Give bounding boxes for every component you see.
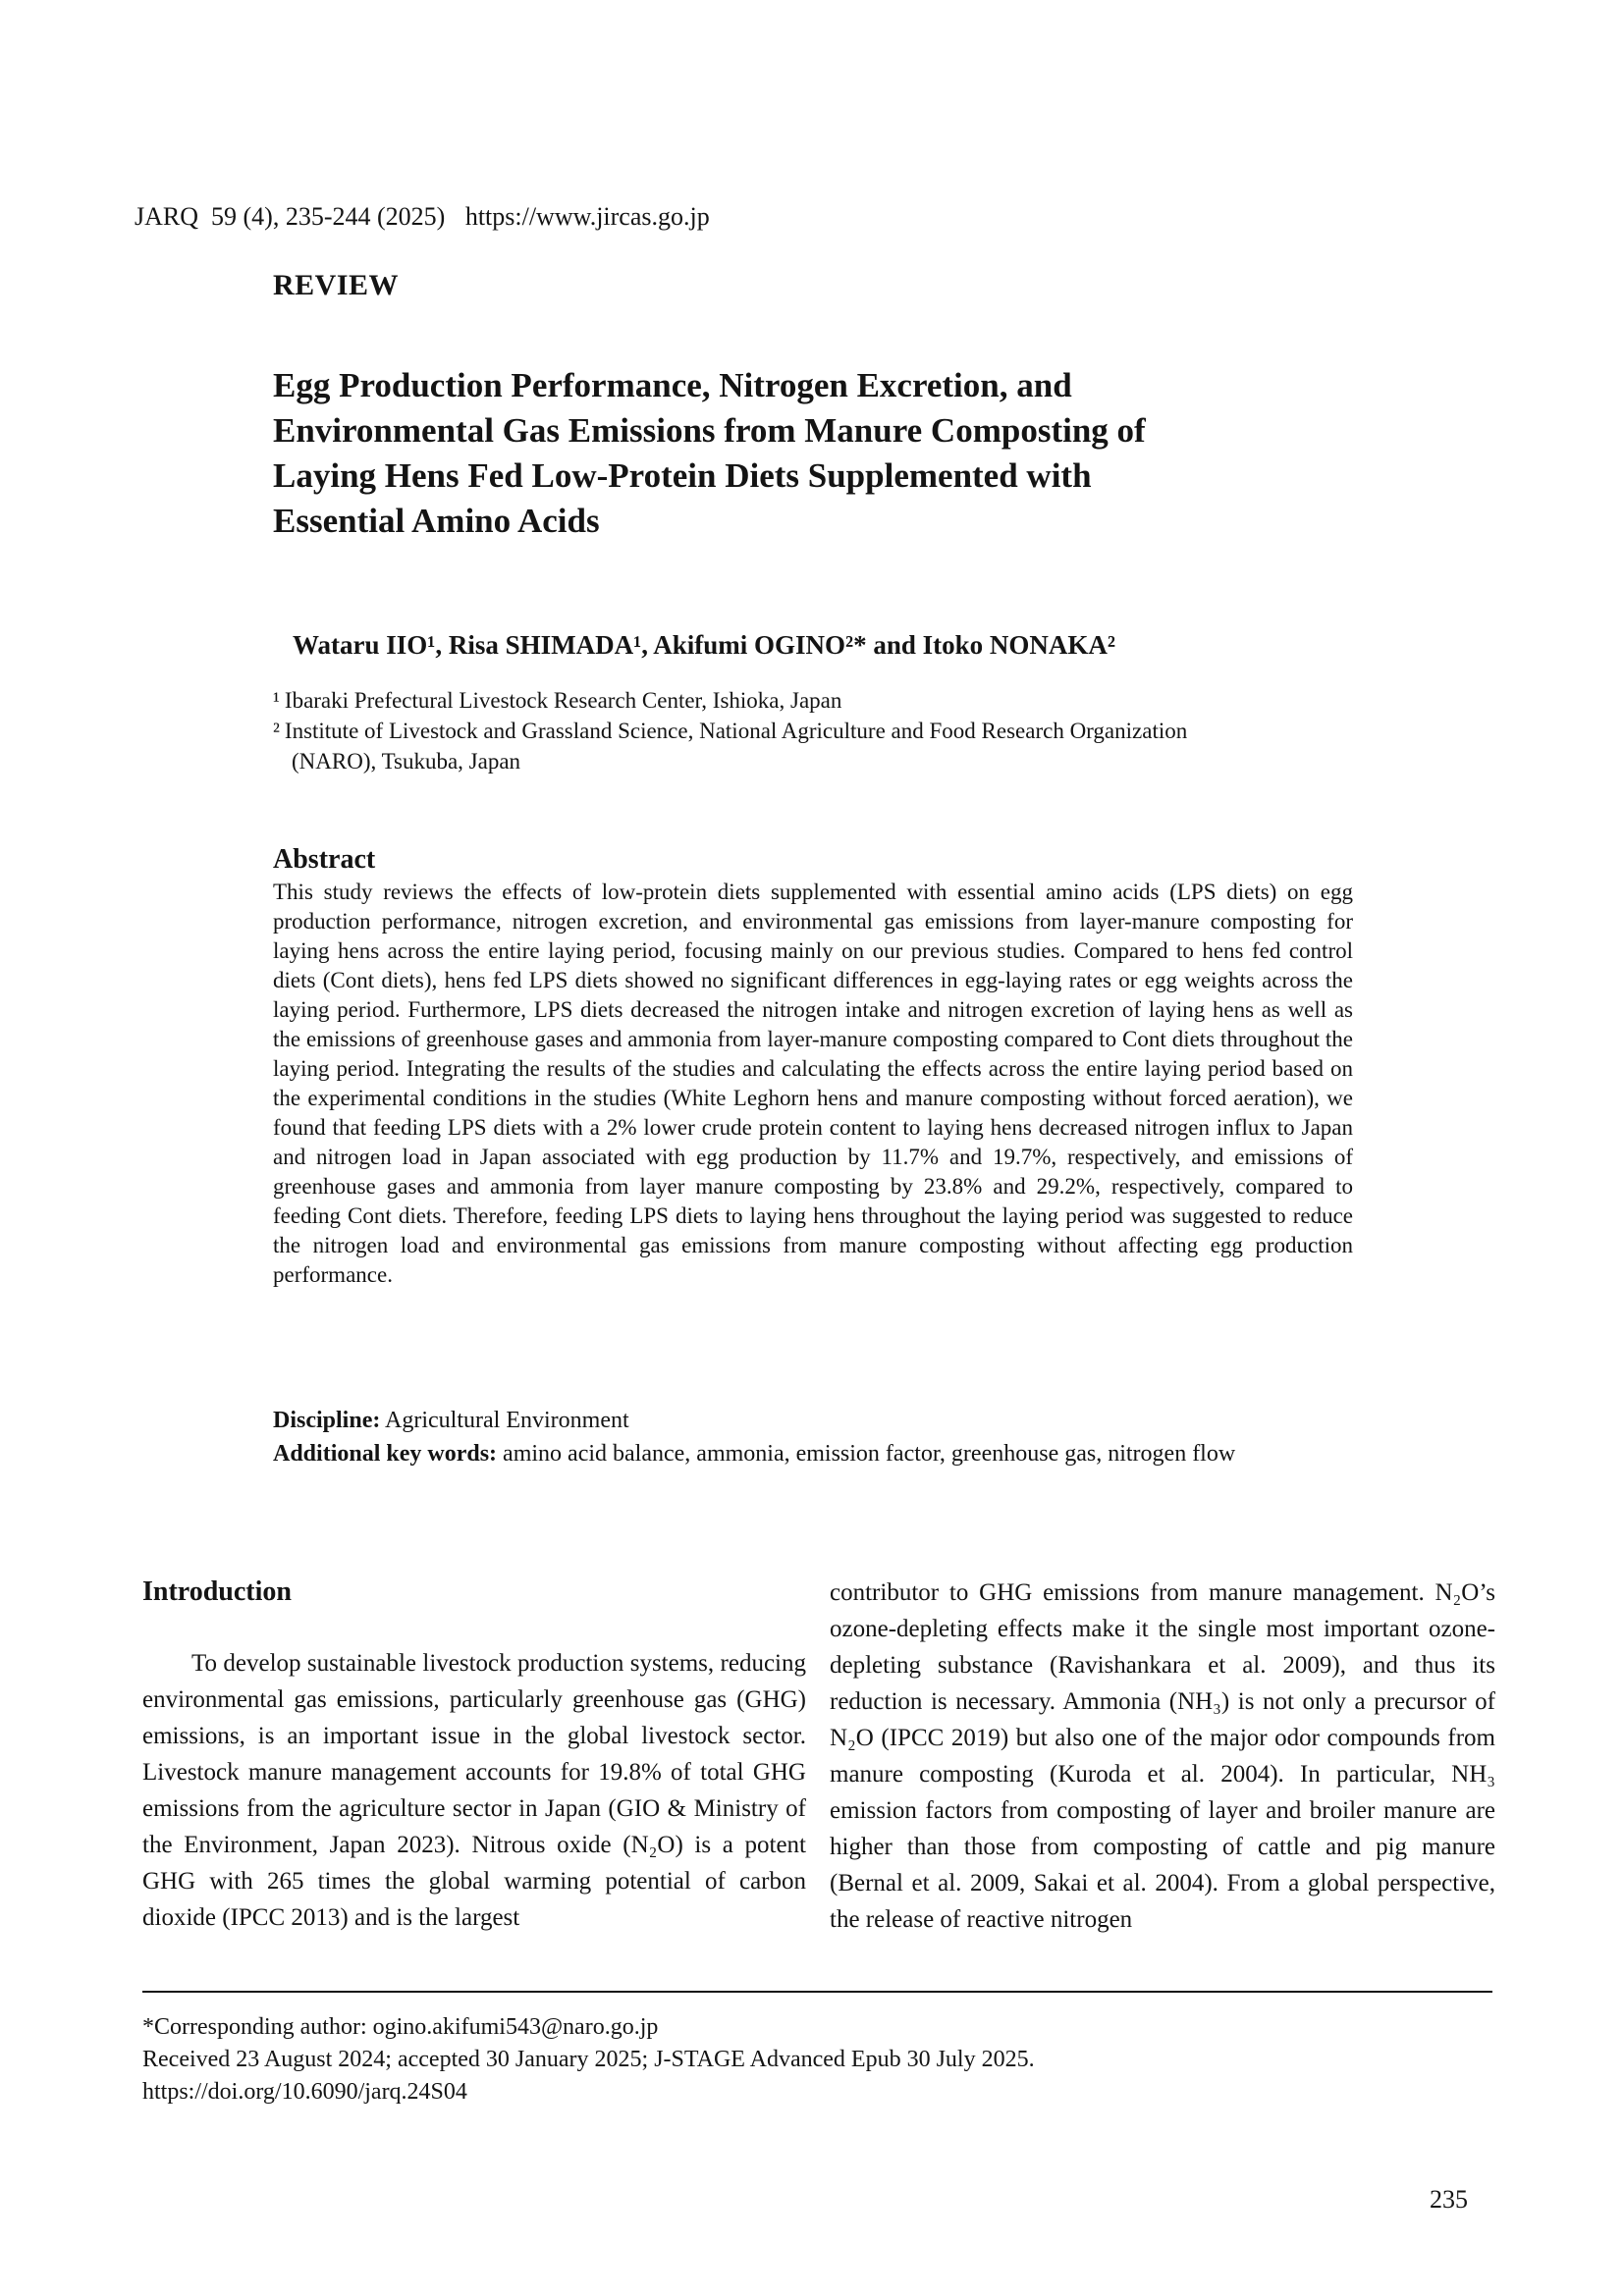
journal-reference: JARQ 59 (4), 235-244 (2025) [135,202,446,231]
introduction-paragraph-left-column: To develop sustainable livestock production systems, reducing environmental gas emissions, particularly greenhouse gas (GHG) emissions, is an important issue in the global livestock sector. Livestock manure management accounts for 19.8% of total GHG emissions from the agriculture sector in Japan (GIO & Ministry of the Environment, Japan 2023). Nitrous oxide (N₂O) is a potent GHG with 265 times the global warming potential of carbon dioxide (IPCC 2013) and is the largest [142,1650,806,1931]
discipline-label: Discipline: [273,1408,381,1433]
journal-url: https://www.jircas.go.jp [464,202,710,231]
title-line-1: Egg Production Performance, Nitrogen Excretion, and [273,366,1072,404]
abstract-heading: Abstract [273,844,376,875]
article-title [273,363,1368,544]
affiliation-1-marker: ¹ [273,688,280,713]
keywords-line [273,1439,1355,1469]
doi-line: https://doi.org/10.6090/jarq.24S04 [142,2079,467,2105]
affiliation-1 [273,685,1363,716]
title-line-3: Laying Hens Fed Low-Protein Diets Supplemented with [273,456,1092,495]
discipline-line [273,1408,1355,1434]
corresponding-author-line: *Corresponding author: ogino.akifumi543@naro.go.jp [142,2014,659,2040]
footnote-divider [142,1991,1492,1993]
affiliation-2-text: Institute of Livestock and Grassland Science, National Agriculture and Food Research Organization [284,719,1188,743]
affiliation-2-continuation: (NARO), Tsukuba, Japan [292,749,521,774]
page-number: 235 [1430,2185,1468,2214]
footnote [142,2011,1497,2109]
affiliations [273,685,1363,776]
discipline-value: Agricultural Environment [385,1408,629,1433]
article-type-label: REVIEW [273,269,400,301]
received-accepted-line: Received 23 August 2024; accepted 30 January 2025; J-STAGE Advanced Epub 30 July 2025. [142,2047,1035,2072]
affiliation-1-text: Ibaraki Prefectural Livestock Research Center, Ishioka, Japan [284,688,842,713]
abstract-body: This study reviews the effects of low-protein diets supplemented with essential amino acids (LPS diets) on egg production performance, nitrogen excretion, and environmental gas emissions from layer-manure composting for laying hens across the entire laying period, focusing mainly on our previous studies. Compared to hens fed control diets (Cont diets), hens fed LPS diets showed no significant differences in egg-laying rates or egg weights across the laying period. Furthermore, LPS diets decreased the nitrogen intake and nitrogen excretion of laying hens as well as the emissions of greenhouse gases and ammonia from layer-manure composting compared to Cont diets throughout the laying period. Integrating the results of the studies and calculating the effects across the entire laying period based on the experimental conditions in the studies (White Leghorn hens and manure composting without forced aeration), we found that feeding LPS diets with a 2% lower crude protein content to laying hens decreased nitrogen influx to Japan and nitrogen load in Japan associated with egg production by 11.7% and 19.7%, respectively, and emissions of greenhouse gases and ammonia from layer manure composting by 23.8% and 29.2%, respectively, compared to feeding Cont diets. Therefore, feeding LPS diets to laying hens throughout the laying period was suggested to reduce the nitrogen load and environmental gas emissions from manure composting without affecting egg production performance. [273,880,1353,1287]
introduction-heading: Introduction [142,1576,292,1607]
title-line-2: Environmental Gas Emissions from Manure Composting of [273,411,1146,450]
affiliation-2 [273,716,1363,746]
introduction-paragraph-right-column: contributor to GHG emissions from manure management. N₂O’s ozone-depleting effects make it the single most important ozone-depleting substance (Ravishankara et al. 2009), and thus its reduction is necessary. Ammonia (NH₃) is not only a precursor of N₂O (IPCC 2019) but also one of the major odor compounds from manure composting (Kuroda et al. 2004). In particular, NH₃ emission factors from composting of layer and broiler manure are higher than those from composting of cattle and pig manure (Bernal et al. 2009, Sakai et al. 2004). From a global perspective, the release of reactive nitrogen [830,1579,1495,1933]
journal-header [135,202,710,232]
keywords-label: Additional key words: [273,1441,498,1467]
authors-line: Wataru IIO¹, Risa SHIMADA¹, Akifumi OGINO²* and Itoko NONAKA² [293,630,1115,660]
title-line-4: Essential Amino Acids [273,502,600,540]
keywords-value: amino acid balance, ammonia, emission factor, greenhouse gas, nitrogen flow [503,1441,1236,1467]
affiliation-2-marker: ² [273,719,280,743]
